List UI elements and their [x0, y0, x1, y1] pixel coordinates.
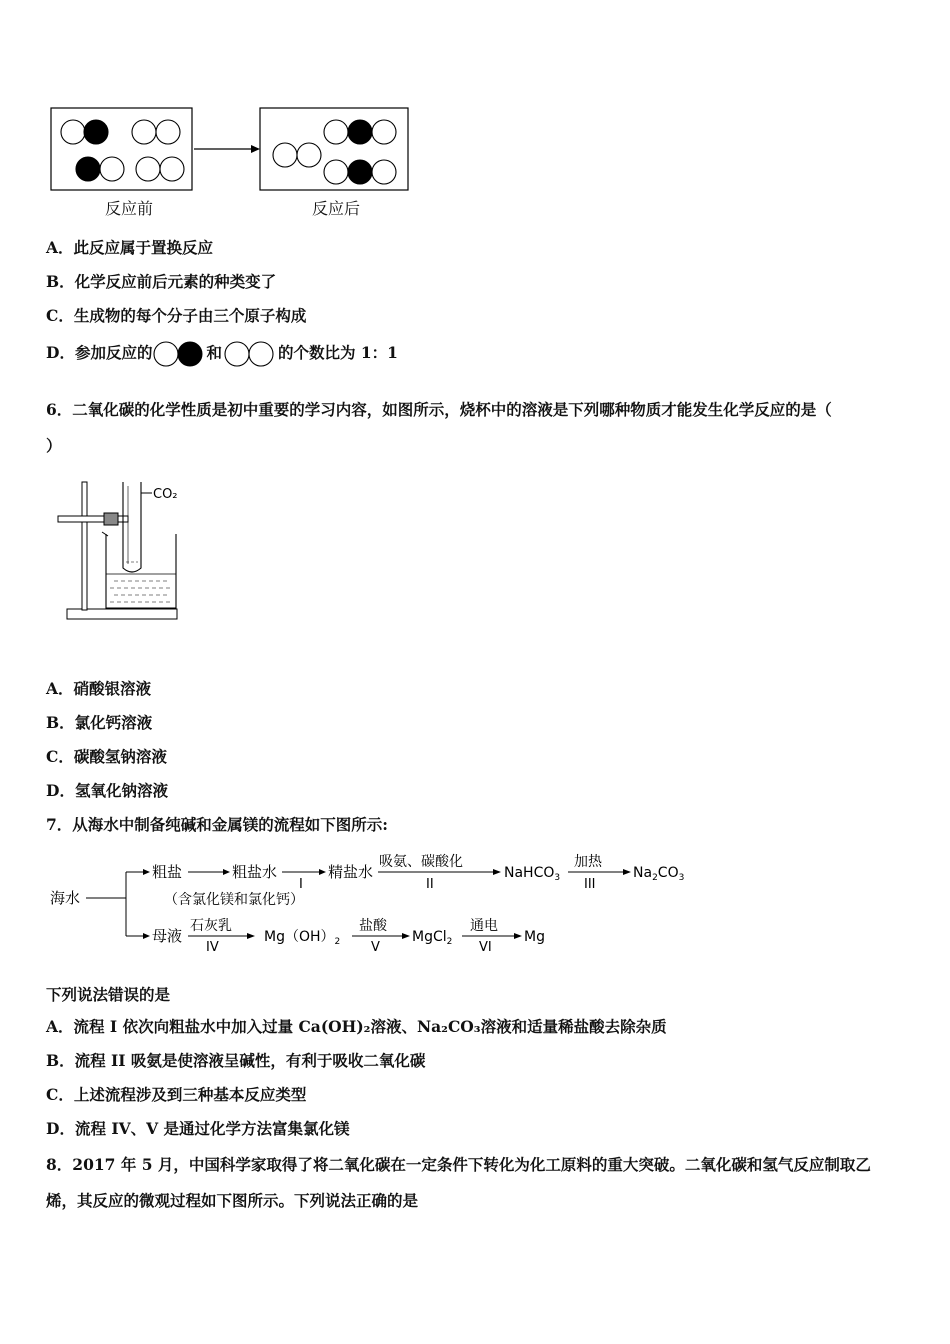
- q8-stem-line-2: 烯，其反应的微观过程如下图所示。下列说法正确的是: [46, 1191, 419, 1210]
- q6-stem: 6．二氧化碳的化学性质是初中重要的学习内容，如图所示，烧杯中的溶液是下列哪种物质才能发生化学反应的是（: [46, 400, 832, 419]
- q5-option-d: D．参加反应的 和 的个数比为 1：1: [46, 340, 398, 368]
- q5-option-c: C．生成物的每个分子由三个原子构成: [46, 306, 307, 325]
- flow-crude-note: （含氯化镁和氯化钙）: [164, 892, 304, 908]
- flow-step-3: III: [584, 877, 596, 892]
- q8-stem-line-1: 8．2017 年 5 月，中国科学家取得了将二氧化碳在一定条件下转化为化工原料的重大突破。二氧化碳和氢气反应制取乙: [46, 1155, 871, 1174]
- q5-option-a: A．此反应属于置换反应: [46, 238, 214, 257]
- flow-brine: 粗盐水: [232, 863, 278, 881]
- q6-option-a: A．硝酸银溶液: [46, 679, 152, 698]
- co2-apparatus-diagram: [54, 476, 194, 626]
- q7-question: 下列说法错误的是: [46, 985, 171, 1004]
- flow-mgcl2: MgCl$_2$: [412, 929, 453, 947]
- flow-cond-2: 吸氨、碳酸化: [379, 854, 463, 870]
- flow-nahco3: NaHCO$_3$: [504, 865, 561, 883]
- q7-option-c: C．上述流程涉及到三种基本反应类型: [46, 1085, 307, 1104]
- flow-cond-4: 石灰乳: [190, 918, 232, 934]
- flow-mgoh2: $Mg(OH)_2$: [264, 929, 341, 947]
- q7-stem: 7．从海水中制备纯碱和金属镁的流程如下图所示:: [46, 815, 389, 834]
- molecule-white-black-icon: [152, 340, 206, 368]
- q6-stem-end: ）: [46, 436, 62, 455]
- co2-label: CO₂: [153, 487, 178, 502]
- flow-na2co3: $Na_2CO_3$: [633, 865, 685, 883]
- flow-cond-3: 加热: [574, 854, 602, 870]
- q7-option-b: B．流程 II 吸氨是使溶液呈碱性，有利于吸收二氧化碳: [46, 1051, 426, 1070]
- flow-refined-brine: 精盐水: [328, 863, 374, 881]
- q6-option-c: C．碳酸氢钠溶液: [46, 747, 167, 766]
- caption-after: 反应后: [312, 199, 361, 218]
- q6-option-b: B．氯化钙溶液: [46, 713, 153, 732]
- flow-step-2: II: [426, 877, 434, 892]
- test-tube: [123, 482, 141, 572]
- flow-step-4: IV: [206, 940, 219, 955]
- process-flow-diagram: [46, 846, 726, 958]
- reaction-diagram: [48, 104, 418, 222]
- flow-cond-5: 盐酸: [359, 918, 387, 934]
- stand-rod: [82, 482, 87, 610]
- flow-cond-6: 通电: [470, 918, 498, 934]
- molecule-white-white-icon: [222, 340, 278, 368]
- q7-option-d: D．流程 IV、V 是通过化学方法富集氯化镁: [46, 1119, 350, 1138]
- flow-mg: Mg: [524, 929, 545, 945]
- flow-step-5: V: [371, 940, 380, 955]
- q7-option-a: A．流程 I 依次向粗盐水中加入过量 Ca(OH)₂溶液、Na₂CO₃溶液和适量稀盐酸去除杂质: [46, 1017, 667, 1036]
- flow-crude-salt: 粗盐: [152, 863, 183, 881]
- flow-step-1: I: [299, 877, 303, 892]
- q5-option-b: B．化学反应前后元素的种类变了: [46, 272, 277, 291]
- flow-mother-liquor: 母液: [152, 927, 183, 945]
- q6-option-d: D．氢氧化钠溶液: [46, 781, 168, 800]
- flow-step-6: VI: [479, 940, 492, 955]
- caption-before: 反应前: [105, 199, 154, 218]
- flow-seawater: 海水: [50, 889, 81, 907]
